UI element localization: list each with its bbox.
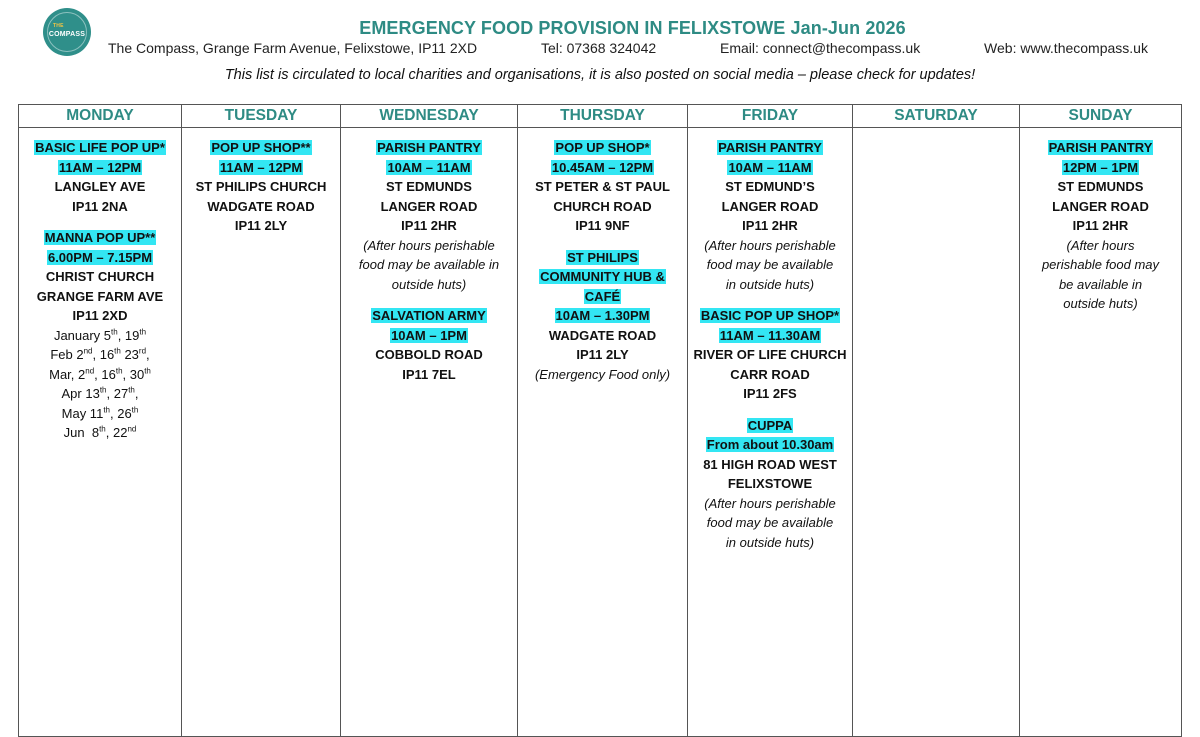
entry-note: in outside huts) (725, 534, 815, 550)
entry-name: CUPPA (747, 417, 793, 433)
friday-cell (688, 128, 853, 737)
wednesday-salvation-army-entry (341, 306, 517, 384)
date-line-january: January 5th, 19th (53, 327, 147, 343)
entry-name: BASIC POP UP SHOP* (700, 308, 840, 323)
date-line-february: Feb 2nd, 16th 23rd, (50, 346, 150, 362)
entry-name: SALVATION ARMY (372, 308, 486, 323)
monday-cell (19, 128, 182, 737)
entry-time: 12PM – 1PM (1062, 159, 1139, 175)
entry-note: be available in (1058, 276, 1143, 292)
entry-time: 6.00PM – 7.15PM (47, 249, 153, 265)
logo-small-text: THE (53, 23, 64, 29)
entry-note: (Emergency Food only) (534, 366, 671, 382)
address-text: The Compass, Grange Farm Avenue, Felixstowe, IP11 2XD (108, 40, 478, 56)
day-header-saturday: SATURDAY (853, 105, 1020, 128)
entry-postcode: IP11 2FS (743, 386, 797, 401)
entry-note: food may be available (706, 257, 834, 272)
date-line-march: Mar, 2nd, 16th, 30th (49, 366, 151, 382)
day-header-sunday: SUNDAY (1020, 105, 1182, 128)
entry-place: LANGER ROAD (721, 198, 819, 214)
entry-time: 10AM – 1PM (391, 327, 467, 343)
entry-note: (After hours perishable (704, 237, 836, 253)
tuesday-cell (182, 128, 341, 737)
date-line-april: Apr 13th, 27th, (61, 385, 139, 401)
sunday-cell (1020, 128, 1182, 737)
logo-name: COMPASS (48, 30, 86, 38)
saturday-cell (853, 128, 1020, 737)
entry-note: food may be available in (358, 257, 500, 272)
entry-place: LANGER ROAD (1052, 198, 1149, 214)
entry-postcode: IP11 2HR (742, 218, 798, 233)
entry-name: PARISH PANTRY (377, 140, 481, 155)
entry-name: POP UP SHOP* (555, 140, 650, 155)
entry-postcode: IP11 2LY (576, 347, 629, 362)
entry-place: ST PETER & ST PAUL (535, 179, 670, 194)
entry-name: PARISH PANTRY (718, 140, 822, 155)
wednesday-parish-pantry-entry (341, 138, 517, 294)
entry-note: food may be available (706, 515, 834, 530)
date-line-may: May 11th, 26th (61, 405, 139, 421)
day-header-tuesday: TUESDAY (182, 105, 341, 128)
entry-postcode: IP11 2HR (1072, 218, 1129, 233)
entry-name: BASIC LIFE POP UP* (35, 140, 165, 155)
friday-parish-pantry-entry (688, 138, 852, 294)
wednesday-cell (341, 128, 518, 737)
manna-dates (19, 326, 181, 443)
entry-place: WADGATE ROAD (207, 198, 315, 214)
entry-note: (After hours (1066, 237, 1135, 253)
entry-place: LANGER ROAD (380, 198, 478, 214)
entry-note: outside huts) (391, 276, 467, 292)
web-text: Web: www.thecompass.uk (984, 40, 1148, 56)
page-title: EMERGENCY FOOD PROVISION IN FELIXSTOWE Jan-Jun 2026 (359, 18, 906, 38)
email-text: Email: connect@thecompass.uk (720, 40, 921, 56)
entry-place: WADGATE ROAD (548, 327, 657, 343)
entry-place: CARR ROAD (730, 366, 810, 382)
entry-place: CHRIST CHURCH (45, 269, 155, 284)
entry-note: (After hours perishable (704, 495, 836, 511)
entry-note: perishable food may (1041, 257, 1160, 272)
entry-name: PARISH PANTRY (1048, 140, 1153, 155)
entry-place: CHURCH ROAD (553, 198, 652, 214)
entry-time: 11AM – 11.30AM (719, 327, 821, 343)
entry-postcode: IP11 2NA (72, 198, 128, 214)
schedule-table (18, 104, 1182, 737)
entry-place: LANGLEY AVE (54, 179, 146, 194)
monday-basic-life-entry (19, 138, 181, 216)
entry-time: 10AM – 1.30PM (555, 308, 650, 323)
day-header-thursday: THURSDAY (518, 105, 688, 128)
day-header-wednesday: WEDNESDAY (341, 105, 518, 128)
day-header-friday: FRIDAY (688, 105, 853, 128)
entry-postcode: IP11 2XD (72, 308, 128, 323)
entry-place: ST EDMUND’S (725, 179, 815, 194)
notice-text: This list is circulated to local charities and organisations, it is also posted on social media – please check for updates! (224, 67, 976, 83)
entry-time: 11AM – 12PM (58, 159, 142, 175)
thursday-pop-up-shop-entry (518, 138, 687, 236)
entry-place: GRANGE FARM AVE (36, 288, 164, 304)
entry-time: 10.45AM – 12PM (551, 159, 654, 175)
day-header-monday: MONDAY (19, 105, 182, 128)
phone-text: Tel: 07368 324042 (540, 40, 657, 56)
entry-place: ST PHILIPS CHURCH (195, 179, 327, 194)
entry-time: From about 10.30am (706, 437, 834, 452)
entry-postcode: IP11 7EL (402, 366, 456, 382)
entry-postcode: IP11 2LY (234, 218, 288, 233)
entry-name: CAFÉ (584, 288, 621, 304)
entry-name: MANNA POP UP** (44, 230, 156, 245)
entry-time: 10AM – 11AM (387, 159, 471, 175)
friday-cuppa-entry (688, 416, 852, 553)
entry-name: ST PHILIPS (567, 249, 638, 265)
entry-name: COMMUNITY HUB & (540, 269, 665, 284)
day-header-row (19, 105, 1182, 128)
tuesday-pop-up-shop-entry (182, 138, 340, 236)
friday-basic-pop-up-entry (688, 306, 852, 404)
entry-place: RIVER OF LIFE CHURCH (693, 347, 847, 362)
entry-place: COBBOLD ROAD (375, 347, 483, 362)
entry-note: in outside huts) (725, 276, 815, 292)
entry-time: 11AM – 12PM (219, 159, 303, 175)
entry-place: ST EDMUNDS (1057, 179, 1144, 194)
entry-place: 81 HIGH ROAD WEST (703, 456, 837, 472)
contact-line (108, 40, 1148, 56)
schedule-row (19, 128, 1182, 737)
entry-postcode: IP11 9NF (575, 218, 630, 233)
entry-note: (After hours perishable (363, 237, 495, 253)
date-line-june: Jun 8th, 22nd (63, 424, 137, 440)
entry-name: POP UP SHOP** (211, 140, 311, 155)
thursday-cell (518, 128, 688, 737)
entry-note: outside huts) (1063, 296, 1138, 311)
sunday-parish-pantry-entry (1020, 138, 1181, 314)
monday-manna-entry (19, 228, 181, 443)
entry-place: FELIXSTOWE (727, 476, 813, 491)
entry-time: 10AM – 11AM (728, 159, 812, 175)
entry-postcode: IP11 2HR (401, 218, 457, 233)
entry-place: ST EDMUNDS (386, 179, 472, 194)
thursday-community-hub-entry (518, 248, 687, 385)
